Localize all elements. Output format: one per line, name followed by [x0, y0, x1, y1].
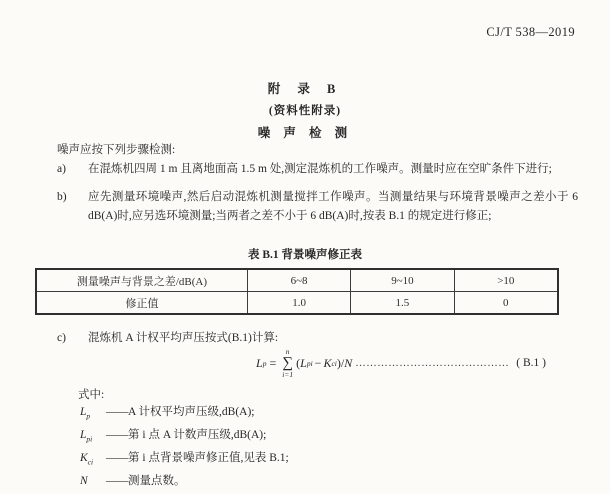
step-text-b: 应先测量环境噪声,然后启动混炼机测量搅拌工作噪声。当测量结果与环境背景噪声之差小于 6 dB(A)时,应另选环境测量;当两者之差不小于 6 dB(A)时,按表 B.1 的规定进行修正;	[88, 191, 578, 222]
definition-row-n	[80, 472, 289, 494]
appendix-title: 附 录 B	[267, 82, 343, 96]
step-text-a: 在混炼机四周 1 m 且离地面高 1.5 m 处,测定混炼机的工作噪声。测量时应在空旷条件下进行;	[88, 163, 552, 175]
step-text-c: 混炼机 A 计权平均声压按式(B.1)计算:	[88, 332, 279, 344]
formula-term1-sub: pi	[306, 358, 313, 368]
definition-row-lpi	[80, 426, 289, 449]
formula-close-paren: )/	[336, 355, 345, 370]
formula-lhs: L	[256, 355, 263, 370]
definition-desc-kci: 第 i 点背景噪声修正值,见表 B.1;	[128, 452, 289, 465]
definition-dash: ——	[106, 406, 128, 418]
table-cell-correction-label: 修正值	[36, 292, 247, 315]
intro-paragraph: 噪声应按下列步骤检测:	[57, 144, 176, 156]
step-marker-b: b)	[57, 191, 67, 203]
definition-desc-n: 测量点数。	[128, 475, 186, 488]
appendix-title-block	[0, 79, 610, 141]
step-item-c	[57, 329, 578, 348]
step-marker-a: a)	[57, 163, 66, 175]
definition-row-kci	[80, 449, 289, 472]
table-caption: 表 B.1 背景噪声修正表	[247, 249, 363, 261]
formula-term2: K	[323, 355, 332, 370]
table-cell-value-1: 1.0	[247, 292, 350, 315]
background-noise-correction-table	[35, 268, 559, 315]
sum-symbol	[282, 348, 293, 378]
sigma-icon: ∑	[282, 354, 294, 371]
formula-number: ( B.1 )	[516, 357, 546, 369]
table-cell-range-2: 9~10	[351, 269, 454, 292]
formula-dot-leader: ……………………………………	[355, 357, 510, 369]
step-item-a	[57, 160, 578, 179]
definition-symbol-n: N	[80, 475, 88, 488]
standard-number: CJ/T 538—2019	[486, 25, 575, 39]
formula-minus: −	[314, 355, 322, 370]
definition-dash: ——	[106, 429, 128, 442]
table-cell-value-2: 1.5	[351, 292, 454, 315]
definition-desc-lpi: 第 i 点 A 计数声压级,dB(A);	[128, 429, 267, 442]
table-header-row	[36, 269, 558, 292]
appendix-subtitle: (资料性附录)	[268, 105, 342, 117]
formula-term1: L	[300, 355, 307, 370]
definition-dash: ——	[106, 452, 128, 465]
step-list	[57, 160, 578, 235]
formula-equals: =	[269, 355, 277, 370]
definition-row-lp	[80, 403, 289, 426]
formula-term2-sub: ci	[331, 358, 337, 368]
definition-desc-lp: A 计权平均声压级,dB(A);	[128, 406, 255, 418]
table-value-row	[36, 292, 558, 315]
definition-dash: ——	[106, 475, 128, 488]
definition-symbol-kci: $K_{ci}$	[80, 452, 94, 467]
formula-divisor: N	[344, 355, 353, 370]
sum-lower-limit: i=1	[282, 369, 294, 379]
table-cell-value-3: 0	[454, 292, 558, 315]
table-cell-range-3: >10	[454, 269, 558, 292]
definition-symbol-lpi: $L_{pi}$	[80, 429, 93, 444]
formula-b1	[256, 347, 546, 379]
formula-open-paren: (	[296, 355, 301, 370]
step-item-c-line	[57, 329, 578, 348]
table-cell-diff-label: 测量噪声与背景之差/dB(A)	[36, 269, 247, 292]
sum-upper-limit: n	[285, 347, 290, 356]
appendix-heading: 噪 声 检 测	[257, 126, 353, 140]
step-marker-c: c)	[57, 332, 66, 344]
where-label: 式中:	[78, 389, 105, 401]
step-item-b	[57, 188, 578, 226]
definition-list	[80, 403, 289, 494]
formula-lhs-sub: p	[262, 358, 267, 368]
table-cell-range-1: 6~8	[247, 269, 350, 292]
definition-symbol-lp: $L_p$	[80, 406, 91, 421]
